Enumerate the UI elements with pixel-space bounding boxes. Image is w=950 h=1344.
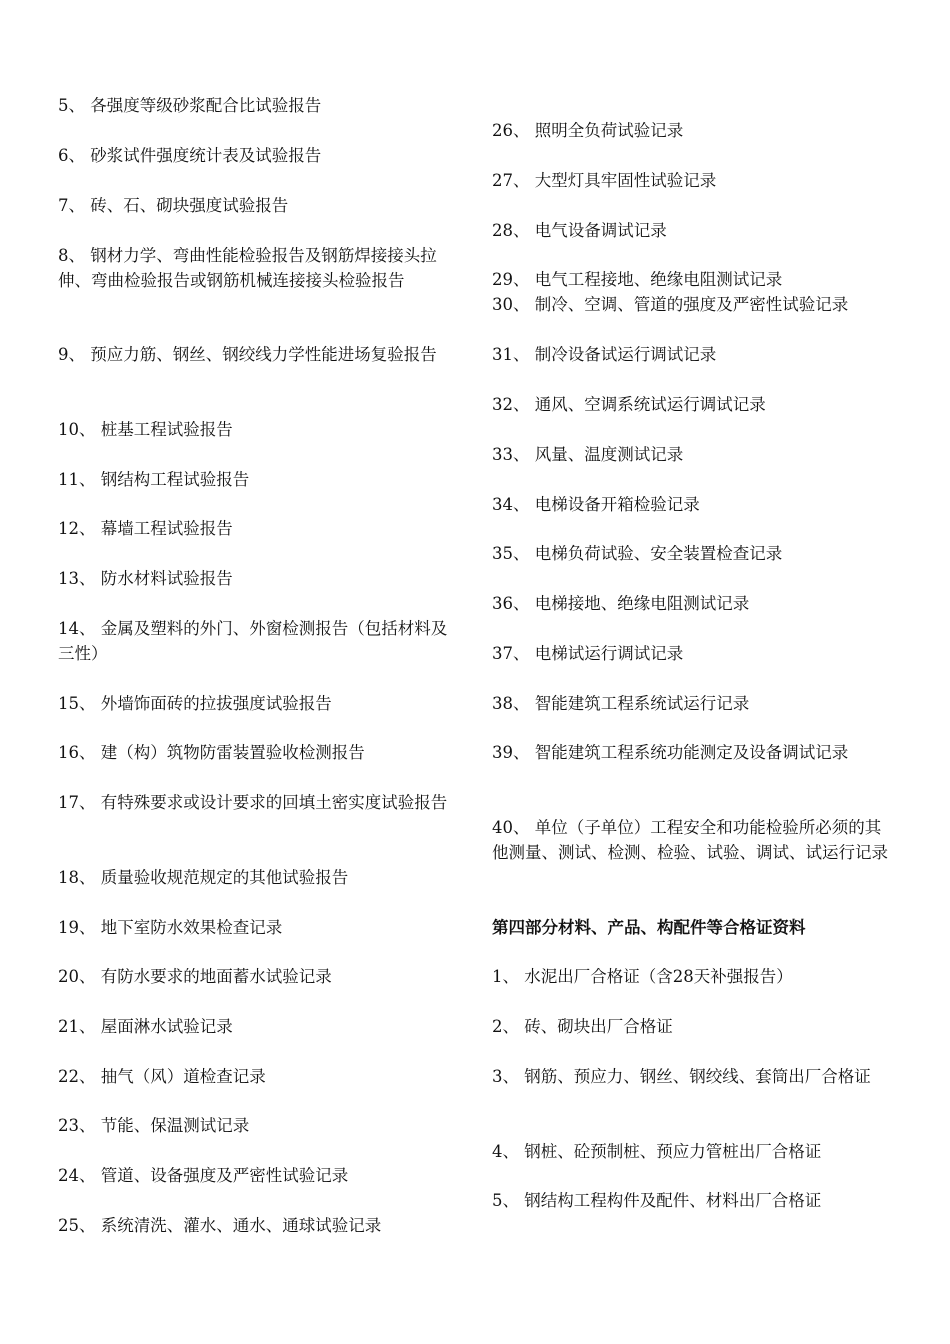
list-item: 18、 质量验收规范规定的其他试验报告 (58, 868, 349, 887)
list-item: 5、 各强度等级砂浆配合比试验报告 (58, 96, 322, 115)
list-item: 34、 电梯设备开箱检验记录 (492, 495, 700, 514)
list-item: 15、 外墙饰面砖的拉拔强度试验报告 (58, 694, 332, 713)
section-heading: 第四部分材料、产品、构配件等合格证资料 (492, 918, 806, 937)
list-item: 9、 预应力筋、钢丝、钢绞线力学性能进场复验报告 (58, 345, 437, 364)
list-item: 31、 制冷设备试运行调试记录 (492, 345, 717, 364)
list-item: 16、 建（构）筑物防雷装置验收检测报告 (58, 743, 365, 762)
list-item: 30、 制冷、空调、管道的强度及严密性试验记录 (492, 295, 849, 314)
list-item: 26、 照明全负荷试验记录 (492, 121, 684, 140)
list-item: 14、 金属及塑料的外门、外窗检测报告（包括材料及三性） (58, 619, 448, 663)
list-item: 19、 地下室防水效果检查记录 (58, 918, 283, 937)
list-item: 12、 幕墙工程试验报告 (58, 519, 233, 538)
list-item: 24、 管道、设备强度及严密性试验记录 (58, 1166, 349, 1185)
list-item: 11、 钢结构工程试验报告 (58, 470, 250, 489)
list-item: 25、 系统清洗、灌水、通水、通球试验记录 (58, 1216, 382, 1235)
list-item: 17、 有特殊要求或设计要求的回填土密实度试验报告 (58, 793, 448, 812)
list-item: 38、 智能建筑工程系统试运行记录 (492, 694, 750, 713)
list-item: 28、 电气设备调试记录 (492, 221, 667, 240)
list-item: 37、 电梯试运行调试记录 (492, 644, 684, 663)
list-item: 35、 电梯负荷试验、安全装置检查记录 (492, 544, 783, 563)
list-item: 3、 钢筋、预应力、钢丝、钢绞线、套筒出厂合格证 (492, 1067, 871, 1086)
list-item: 22、 抽气（风）道检查记录 (58, 1067, 266, 1086)
list-item: 5、 钢结构工程构件及配件、材料出厂合格证 (492, 1191, 822, 1210)
list-item: 2、 砖、砌块出厂合格证 (492, 1017, 673, 1036)
list-item: 6、 砂浆试件强度统计表及试验报告 (58, 146, 322, 165)
list-item: 39、 智能建筑工程系统功能测定及设备调试记录 (492, 743, 849, 762)
list-item: 36、 电梯接地、绝缘电阻测试记录 (492, 594, 750, 613)
list-item: 10、 桩基工程试验报告 (58, 420, 233, 439)
list-item: 27、 大型灯具牢固性试验记录 (492, 171, 717, 190)
list-item: 23、 节能、保温测试记录 (58, 1116, 250, 1135)
list-item: 20、 有防水要求的地面蓄水试验记录 (58, 967, 332, 986)
list-item: 33、 风量、温度测试记录 (492, 445, 684, 464)
list-item: 4、 钢桩、砼预制桩、预应力管桩出厂合格证 (492, 1142, 822, 1161)
list-item: 7、 砖、石、砌块强度试验报告 (58, 196, 289, 215)
list-item: 21、 屋面淋水试验记录 (58, 1017, 233, 1036)
list-item: 32、 通风、空调系统试运行调试记录 (492, 395, 766, 414)
list-item: 13、 防水材料试验报告 (58, 569, 233, 588)
list-item: 8、 钢材力学、弯曲性能检验报告及钢筋焊接接头拉伸、弯曲检验报告或钢筋机械连接接头检验报告 (58, 246, 437, 290)
list-item: 1、 水泥出厂合格证（含28天补强报告） (492, 967, 793, 986)
list-item: 29、 电气工程接地、绝缘电阻测试记录 (492, 270, 783, 289)
list-item: 40、 单位（子单位）工程安全和功能检验所必须的其他测量、测试、检测、检验、试验、调试、试运行记录 (492, 818, 888, 862)
